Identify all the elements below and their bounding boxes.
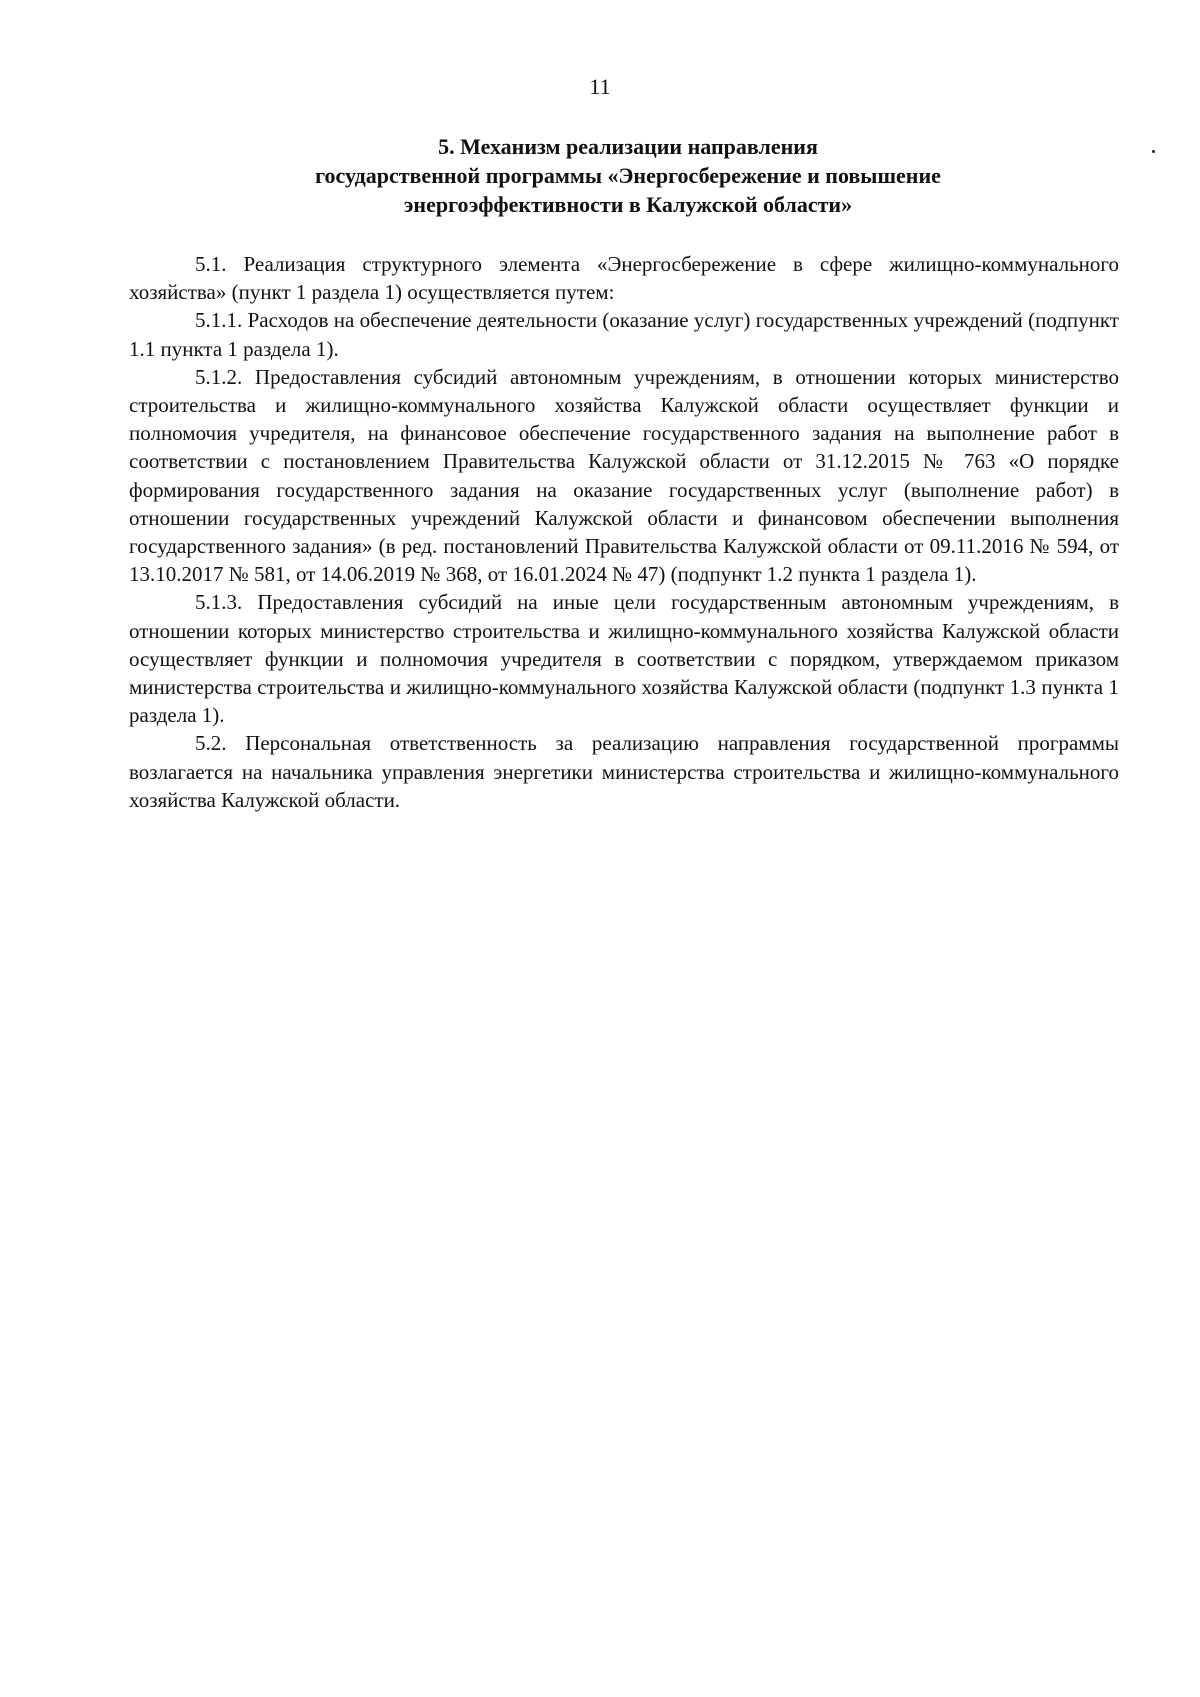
section-heading-line-1: 5. Механизм реализации направления [438, 134, 818, 159]
page-number: 11 [589, 74, 611, 99]
section-heading-line-3: энергоэффективности в Калужской области» [403, 192, 853, 217]
paragraph-5-1-3: 5.1.3. Предоставления субсидий на иные цели государственным автономным учреждениям, в отношении которых министерство строительства и жилищно-коммунального хозяйства Калужской области осуществляет функции и полномочия учредителя в соответствии с порядком, утверждаемом приказом министерства строительства и жилищно-коммунального хозяйства Калужской области (подпункт 1.3 пункта 1 раздела 1). [129, 590, 1119, 728]
scan-dot-mark [1152, 150, 1155, 153]
paragraph-5-1: 5.1. Реализация структурного элемента «Энергосбережение в сфере жилищно-коммунального хозяйства» (пункт 1 раздела 1) осуществляется путем: [129, 252, 1119, 305]
section-heading [200, 132, 1056, 219]
paragraph-5-1-2: 5.1.2. Предоставления субсидий автономным учреждениям, в отношении которых министерство строительства и жилищно-коммунального хозяйства Калужской области осуществляет функции и полномочия учредителя, на финансовое обеспечение государственного задания на выполнение работ в соответствии с постановлением Правительства Калужской области от 31.12.2015 № 763 «О порядке формирования государственного задания на оказание государственных услуг (выполнение работ) в отношении государственных учреждений Калужской области и финансовом обеспечении выполнения государственного задания» (в ред. постановлений Правительства Калужской области от 09.11.2016 № 594, от 13.10.2017 № 581, от 14.06.2019 № 368, от 16.01.2024 № 47) (подпункт 1.2 пункта 1 раздела 1). [129, 364, 1119, 587]
section-body [129, 250, 1119, 814]
section-heading-line-2: государственной программы «Энергосбережение и повышение [315, 163, 941, 188]
paragraph-5-2: 5.2. Персональная ответственность за реализацию направления государственной программы возлагается на начальника управления энергетики министерства строительства и жилищно-коммунального хозяйства Калужской области. [129, 731, 1119, 812]
paragraph-5-1-1: 5.1.1. Расходов на обеспечение деятельности (оказание услуг) государственных учреждений (подпункт 1.1 пункта 1 раздела 1). [129, 308, 1119, 361]
